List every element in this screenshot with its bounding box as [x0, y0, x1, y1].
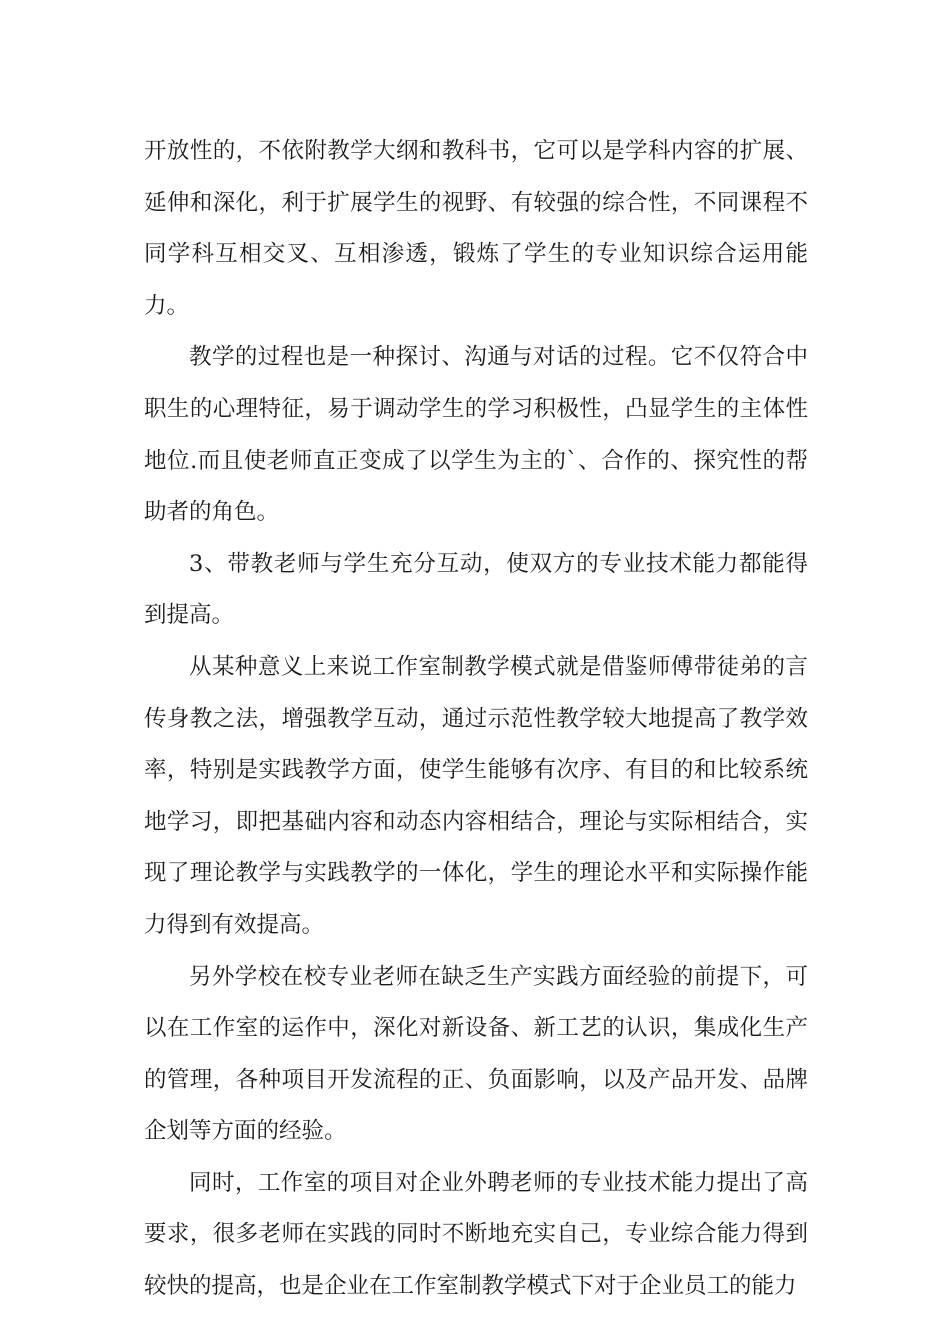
paragraph-school-teachers: 另外学校在校专业老师在缺乏生产实践方面经验的前提下，可以在工作室的运作中，深化对新设备、新工艺的认识，集成化生产的管理，各种项目开发流程的正、负面影响，以及产品开发、品牌企划等方面的经验。: [144, 963, 808, 1145]
section-heading-3: 3、带教老师与学生充分互动，使双方的专业技术能力都能得到提高。: [144, 550, 808, 629]
paragraph-workshop-model: 从某种意义上来说工作室制教学模式就是借鉴师傅带徒弟的言传身教之法，增强教学互动，通过示范性教学较大地提高了教学效率，特别是实践教学方面，使学生能够有次序、有目的和比较系统地学习，即把基础内容和动态内容相结合，理论与实际相结合，实现了理论教学与实践教学的一体化，学生的理论水平和实际操作能力得到有效提高。: [144, 653, 808, 938]
paragraph-teaching-process: 教学的过程也是一种探讨、沟通与对话的过程。它不仅符合中职生的心理特征，易于调动学生的学习积极性，凸显学生的主体性地位.而且使老师直正变成了以学生为主的`、合作的、探究性的帮助者的角色。: [144, 344, 808, 526]
paragraph-enterprise-teachers: 同时，工作室的项目对企业外聘老师的专业技术能力提出了高要求，很多老师在实践的同时不断地充实自己，专业综合能力得到较快的提高，也是企业在工作室制教学模式下对于企业员工的能力: [144, 1169, 808, 1300]
paragraph-continued: 开放性的，不依附教学大纲和教科书，它可以是学科内容的扩展、延伸和深化，利于扩展学生的视野、有较强的综合性，不同课程不同学科互相交叉、互相渗透，锻炼了学生的专业知识综合运用能力。: [144, 138, 808, 319]
document-body: [144, 126, 808, 1313]
